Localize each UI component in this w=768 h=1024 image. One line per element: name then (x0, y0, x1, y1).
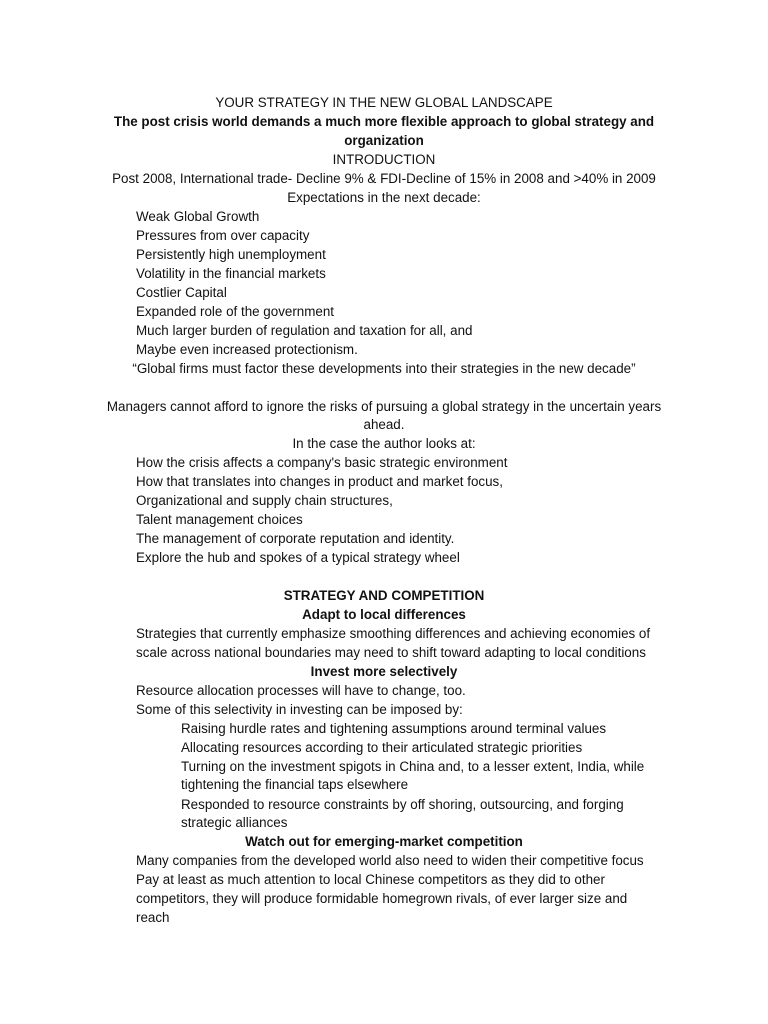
invest-point: Raising hurdle rates and tightening assumptions around terminal values (181, 721, 607, 736)
invest-point: Turning on the investment spigots in China and, to a lesser extent, India, while (181, 759, 645, 774)
document-subtitle: The post crisis world demands a much more flexible approach to global strategy and (113, 114, 655, 129)
managers-paragraph-cont: ahead. (363, 417, 405, 432)
expectation-item: Maybe even increased protectionism. (136, 342, 358, 357)
author-point: How the crisis affects a company's basic strategic environment (136, 455, 508, 470)
emerging-paragraph-cont: competitors, they will produce formidable homegrown rivals, of ever larger size and (136, 891, 628, 906)
invest-paragraph-cont: Some of this selectivity in investing can be imposed by: (136, 702, 463, 717)
quote: “Global firms must factor these developments into their strategies in the new decade” (132, 361, 636, 376)
expectation-item: Much larger burden of regulation and taxation for all, and (136, 323, 473, 338)
emerging-paragraph: Pay at least as much attention to local Chinese competitors as they did to other (136, 872, 605, 887)
expectation-item: Volatility in the financial markets (136, 266, 326, 281)
adapt-paragraph-cont: scale across national boundaries may need to shift toward adapting to local conditions (136, 645, 646, 660)
emerging-paragraph-cont: reach (136, 910, 170, 925)
expectation-item: Expanded role of the government (136, 304, 335, 319)
expectation-item: Costlier Capital (136, 285, 227, 300)
intro-stat: Post 2008, International trade- Decline 9% & FDI-Decline of 15% in 2008 and >40% in 2009 (112, 171, 656, 186)
author-point: Explore the hub and spokes of a typical strategy wheel (136, 550, 460, 565)
invest-point: Responded to resource constraints by off shoring, outsourcing, and forging (181, 797, 624, 812)
author-point: Organizational and supply chain structures, (136, 493, 393, 508)
document-subtitle-cont: organization (344, 133, 424, 148)
emerging-heading: Watch out for emerging-market competition (245, 834, 523, 849)
invest-heading: Invest more selectively (310, 664, 458, 679)
expectation-item: Pressures from over capacity (136, 228, 310, 243)
invest-point-cont: strategic alliances (181, 815, 288, 830)
invest-point-cont: tightening the financial taps elsewhere (181, 777, 409, 792)
author-point: How that translates into changes in product and market focus, (136, 474, 503, 489)
intro-heading: INTRODUCTION (332, 152, 436, 167)
strategy-heading: STRATEGY AND COMPETITION (283, 588, 485, 603)
managers-paragraph: Managers cannot afford to ignore the risks of pursuing a global strategy in the uncertain years (106, 399, 662, 414)
author-point: Talent management choices (136, 512, 303, 527)
adapt-paragraph: Strategies that currently emphasize smoothing differences and achieving economies of (136, 626, 651, 641)
expectations-heading: Expectations in the next decade: (287, 190, 481, 205)
author-heading: In the case the author looks at: (292, 436, 476, 451)
invest-point: Allocating resources according to their articulated strategic priorities (181, 740, 583, 755)
adapt-heading: Adapt to local differences (302, 607, 466, 622)
expectation-item: Persistently high unemployment (136, 247, 326, 262)
emerging-paragraph: Many companies from the developed world also need to widen their competitive focus (136, 853, 644, 868)
author-point: The management of corporate reputation and identity. (136, 531, 455, 546)
document-title: YOUR STRATEGY IN THE NEW GLOBAL LANDSCAPE (215, 95, 553, 110)
expectation-item: Weak Global Growth (136, 209, 260, 224)
invest-paragraph: Resource allocation processes will have to change, too. (136, 683, 466, 698)
